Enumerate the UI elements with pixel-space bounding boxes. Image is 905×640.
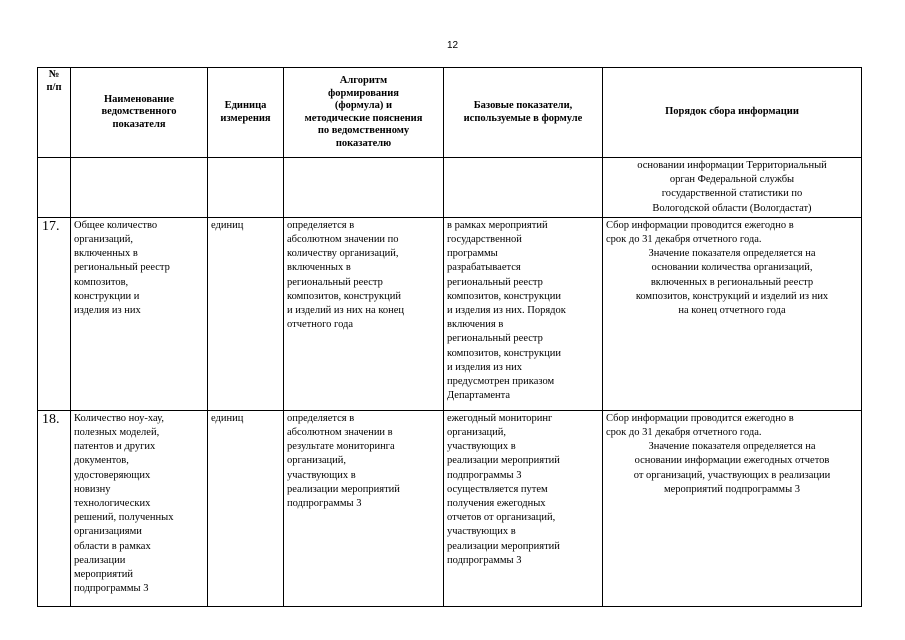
cell-empty [71, 158, 208, 218]
order-paragraph-1: Сбор информации проводится ежегодно в срок до 31 декабря отчетного года. [606, 412, 794, 439]
header-order: Порядок сбора информации [603, 68, 862, 158]
cell-order [603, 217, 862, 410]
cell-name: Количество ноу-хау, полезных моделей, патентов и других документов, удостоверяющих новизну технологических решений, полученных организациями области в рамках реализации мероприятий подпрограммы 3 [71, 410, 208, 606]
cell-order [603, 410, 862, 606]
order-paragraph-2: Значение показателя определяется на основании информации ежегодных отчетов от организаций, участвующих в реализации мероприятий подпрограммы 3 [633, 441, 831, 495]
cell-algorithm: определяется в абсолютном значении в результате мониторинга организаций, участвующих в реализации мероприятий подпрограммы 3 [284, 410, 444, 606]
cell-unit: единиц [208, 410, 284, 606]
cell-empty [208, 158, 284, 218]
table-header-row [38, 68, 862, 158]
header-algorithm: Алгоритм формирования (формула) и методические пояснения по ведомственному показателю [284, 68, 444, 158]
cell-empty [444, 158, 603, 218]
order-paragraph-1: Сбор информации проводится ежегодно в срок до 31 декабря отчетного года. [606, 219, 794, 246]
cell-empty [38, 158, 71, 218]
cell-base: в рамках мероприятий государственной программы разрабатывается региональный реестр композитов, конструкции и изделия из них. Порядок включения в региональный реестр композитов, конструкции и изделия из них предусмотрен приказом Департамента [444, 217, 603, 410]
header-base: Базовые показатели, используемые в формуле [444, 68, 603, 158]
header-num: № п/п [38, 68, 71, 158]
header-unit: Единица измерения [208, 68, 284, 158]
cell-algorithm: определяется в абсолютном значении по количеству организаций, включенных в региональный реестр композитов, конструкций и изделий из них на конец отчетного года [284, 217, 444, 410]
header-name: Наименование ведомственного показателя [71, 68, 208, 158]
order-paragraph-2: Значение показателя определяется на основании количества организаций, включенных в региональный реестр композитов, конструкций и изделий из них на конец отчетного года [635, 248, 829, 317]
cell-base: ежегодный мониторинг организаций, участвующих в реализации мероприятий подпрограммы 3 осуществляется путем получения ежегодных отчетов от организаций, участвующих в реализации мероприятий подпрограммы 3 [444, 410, 603, 606]
page-number: 12 [446, 40, 459, 51]
table-row [38, 217, 862, 410]
cell-order: основании информации Территориальный орган Федеральной службы государственной статистики по Вологодской области (Вологдастат) [603, 158, 862, 218]
indicators-table [37, 67, 862, 607]
cell-name: Общее количество организаций, включенных в региональный реестр композитов, конструкции и изделия из них [71, 217, 208, 410]
cell-unit: единиц [208, 217, 284, 410]
table-row-continuation [38, 158, 862, 218]
cell-num: 18. [38, 410, 71, 606]
cell-num: 17. [38, 217, 71, 410]
cell-empty [284, 158, 444, 218]
table-row [38, 410, 862, 606]
